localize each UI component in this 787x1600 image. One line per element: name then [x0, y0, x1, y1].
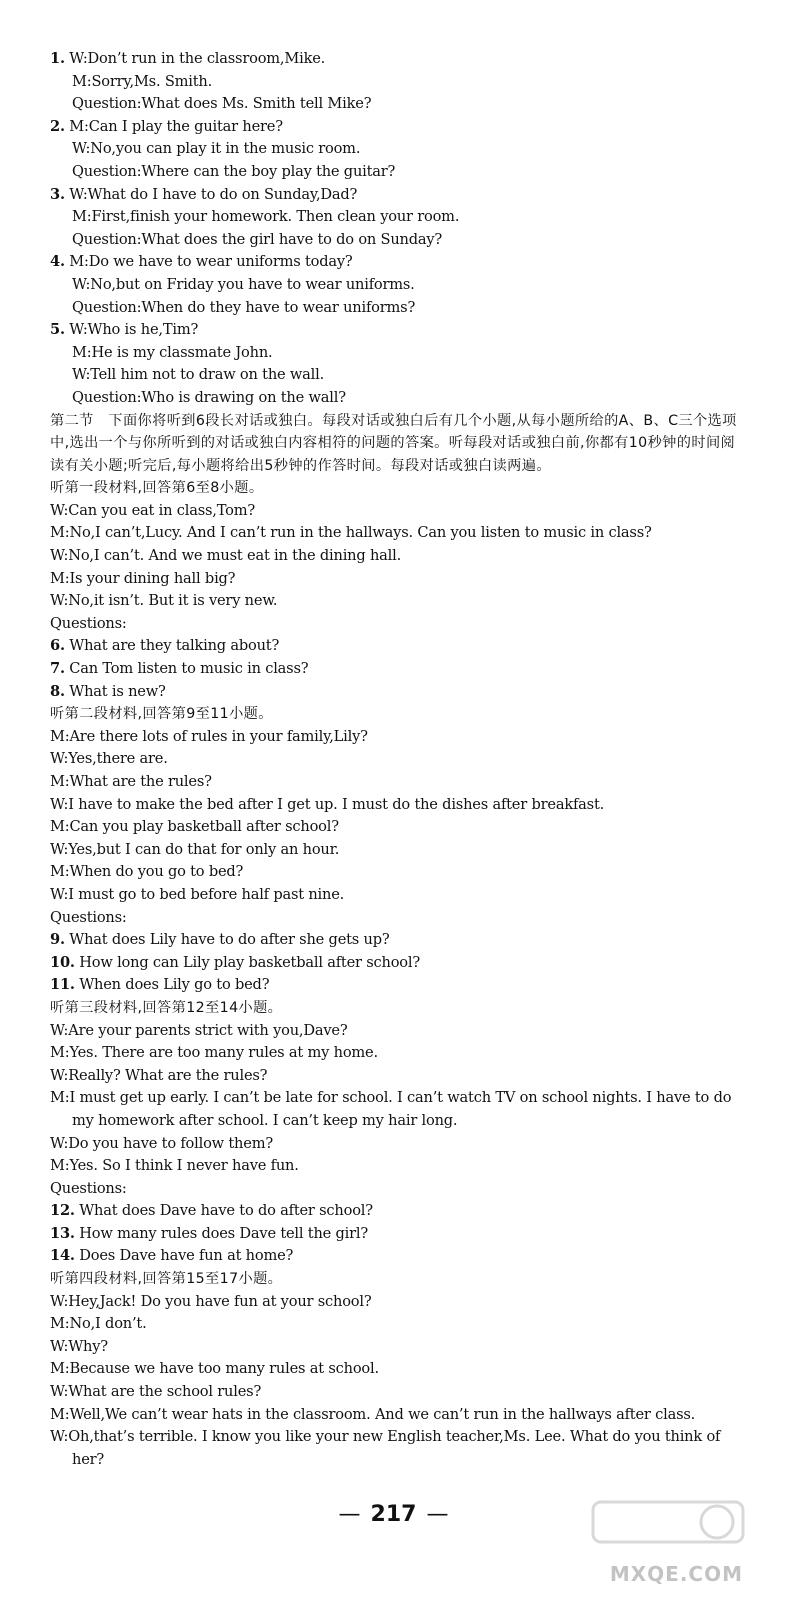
part-4 [50, 1268, 740, 1471]
part-heading: 听第三段材料,回答第12至14小题。 [50, 999, 283, 1016]
part-heading: 听第一段材料,回答第6至8小题。 [50, 480, 264, 497]
item-number: 1. [50, 50, 65, 67]
dialogue-line [50, 364, 740, 387]
dialogue-line: M:Are there lots of rules in your family,Lily? [50, 727, 368, 745]
line-text: W:Who is he,Tim? [64, 321, 199, 339]
question-number: 7. [50, 660, 65, 678]
dialogue-line [50, 297, 740, 320]
line-text: M:Can I play the guitar here? [64, 117, 283, 135]
dialogue-line [50, 161, 740, 184]
question-item [50, 681, 740, 704]
line-text: M:Do we have to wear uniforms today? [64, 253, 353, 271]
dialogue-number-line [50, 319, 740, 342]
dialogue-line [50, 93, 740, 116]
question-number: 8. [50, 682, 65, 700]
dialogue-line: W:What are the school rules? [50, 1383, 262, 1401]
line-text: W:What do I have to do on Sunday,Dad? [64, 185, 358, 203]
dialogue-line: W:No,it isn’t. But it is very new. [50, 592, 278, 610]
part-2 [50, 703, 740, 997]
line-text: M:First,finish your homework. Then clean your room. [72, 208, 460, 226]
dialogue-line: W:Are your parents strict with you,Dave? [50, 1021, 348, 1039]
questions-label: Questions: [50, 1179, 127, 1197]
line-text: Question:When do they have to wear uniforms? [72, 298, 416, 316]
question-number: 14. [50, 1247, 75, 1265]
part-3 [50, 997, 740, 1268]
dialogue-line [50, 342, 740, 365]
dialogue-number-line [50, 48, 740, 71]
part-heading: 听第二段材料,回答第9至11小题。 [50, 706, 273, 723]
question-number: 10. [50, 953, 75, 971]
item-number: 2. [50, 117, 65, 135]
question-number: 6. [50, 637, 65, 655]
dialogue-line: M:Is your dining hall big? [50, 569, 236, 587]
dialogue-line: M:Yes. So I think I never have fun. [50, 1157, 299, 1175]
dialogue-line: M:When do you go to bed? [50, 863, 244, 881]
question-text: What does Lily have to do after she gets up? [64, 931, 390, 949]
item-number: 4. [50, 253, 65, 271]
line-text: M:Sorry,Ms. Smith. [72, 72, 213, 90]
question-item [50, 974, 740, 997]
question-text: What does Dave have to do after school? [74, 1202, 373, 1220]
question-number: 13. [50, 1224, 75, 1242]
dialogue-line: W:Yes,but I can do that for only an hour. [50, 840, 340, 858]
question-item [50, 1200, 740, 1223]
dialogue-line: W:No,I can’t. And we must eat in the dining hall. [50, 547, 402, 565]
dialogue-line: M:What are the rules? [50, 773, 212, 790]
question-number: 11. [50, 976, 75, 994]
dialogue-line: M:Can you play basketball after school? [50, 818, 339, 836]
item-number: 5. [50, 321, 65, 339]
part-1 [50, 477, 740, 703]
questions-label: Questions: [50, 908, 127, 926]
question-text: What are they talking about? [64, 637, 280, 655]
dialogue-number-line [50, 116, 740, 139]
dialogue-line: M:I must get up early. I can’t be late for school. I can’t watch TV on school nights. I have to do my homework after school. I can’t keep my hair long. [50, 1089, 732, 1129]
dialogue [50, 1020, 740, 1178]
part-heading: 听第四段材料,回答第15至17小题。 [50, 1271, 283, 1288]
page-number-dash-right: — [426, 1502, 449, 1527]
dialogue-line: W:Yes,there are. [50, 750, 168, 768]
line-text: Question:What does the girl have to do on Sunday? [72, 230, 443, 248]
question-item [50, 1245, 740, 1268]
line-text: W:Tell him not to draw on the wall. [72, 366, 325, 384]
dialogue-line [50, 387, 740, 410]
question-item [50, 635, 740, 658]
watermark-text: MXQE.COM [609, 1562, 743, 1586]
line-text: W:No,but on Friday you have to wear uniforms. [72, 275, 415, 293]
line-text: M:He is my classmate John. [72, 343, 273, 361]
section-2-instructions: 第二节 下面你将听到6段长对话或独白。每段对话或独白后有几个小题,从每小题所给的A、B、C三个选项中,选出一个与你所听到的对话或独白内容相符的问题的答案。听每段对话或独白前,你都有10秒钟的时间阅读有关小题;听完后,每小题将给出5秒钟的作答时间。每段对话或独白读两遍。 [50, 412, 737, 474]
dialogue-line: M:Well,We can’t wear hats in the classroom. And we can’t run in the hallways after class. [50, 1405, 696, 1423]
question-number: 9. [50, 931, 65, 949]
question-text: Can Tom listen to music in class? [64, 660, 309, 678]
dialogue [50, 500, 740, 613]
dialogue-line: M:Yes. There are too many rules at my home. [50, 1044, 378, 1062]
short-dialogues [50, 48, 740, 410]
dialogue-number-line [50, 251, 740, 274]
question-item [50, 658, 740, 681]
question-item [50, 929, 740, 952]
dialogue-line [50, 71, 740, 94]
dialogue-line: W:I have to make the bed after I get up. I must do the dishes after breakfast. [50, 795, 605, 813]
question-text: How many rules does Dave tell the girl? [74, 1224, 369, 1242]
line-text: W:No,you can play it in the music room. [72, 140, 361, 158]
dialogue-line: W:I must go to bed before half past nine. [50, 885, 345, 903]
page-number-value: 217 [370, 1502, 417, 1527]
dialogue-line [50, 229, 740, 252]
item-number: 3. [50, 185, 65, 203]
dialogue-line [50, 274, 740, 297]
dialogue-number-line [50, 184, 740, 207]
question-list [50, 929, 740, 997]
question-text: What is new? [64, 682, 166, 700]
dialogue-line: W:Hey,Jack! Do you have fun at your school? [50, 1292, 372, 1310]
dialogue-line [50, 138, 740, 161]
dialogue-line: W:Why? [50, 1337, 108, 1355]
question-list [50, 1200, 740, 1268]
line-text: W:Don’t run in the classroom,Mike. [64, 50, 326, 67]
line-text: Question:Who is drawing on the wall? [72, 388, 346, 406]
question-text: How long can Lily play basketball after school? [74, 953, 420, 971]
dialogue-line: M:Because we have too many rules at school. [50, 1360, 379, 1378]
dialogue [50, 1291, 740, 1472]
question-item [50, 952, 740, 975]
question-text: When does Lily go to bed? [74, 976, 270, 994]
question-number: 12. [50, 1202, 75, 1220]
dialogue-line: M:No,I don’t. [50, 1315, 147, 1333]
dialogue-line: W:Can you eat in class,Tom? [50, 501, 255, 519]
question-list [50, 635, 740, 703]
watermark-logo-icon [589, 1496, 749, 1564]
line-text: Question:What does Ms. Smith tell Mike? [72, 95, 372, 113]
dialogue-line: W:Really? What are the rules? [50, 1066, 268, 1084]
dialogue-line: M:No,I can’t,Lucy. And I can’t run in the hallways. Can you listen to music in class? [50, 524, 652, 542]
question-item [50, 1223, 740, 1246]
question-text: Does Dave have fun at home? [74, 1247, 294, 1265]
page-number-dash-left: — [338, 1502, 361, 1527]
dialogue-line: W:Oh,that’s terrible. I know you like your new English teacher,Ms. Lee. What do you think of her? [50, 1428, 721, 1468]
page-content [50, 48, 740, 1471]
line-text: Question:Where can the boy play the guitar? [72, 162, 396, 180]
dialogue-line: W:Do you have to follow them? [50, 1134, 273, 1152]
dialogue-line [50, 206, 740, 229]
questions-label: Questions: [50, 614, 127, 632]
dialogue [50, 726, 740, 907]
